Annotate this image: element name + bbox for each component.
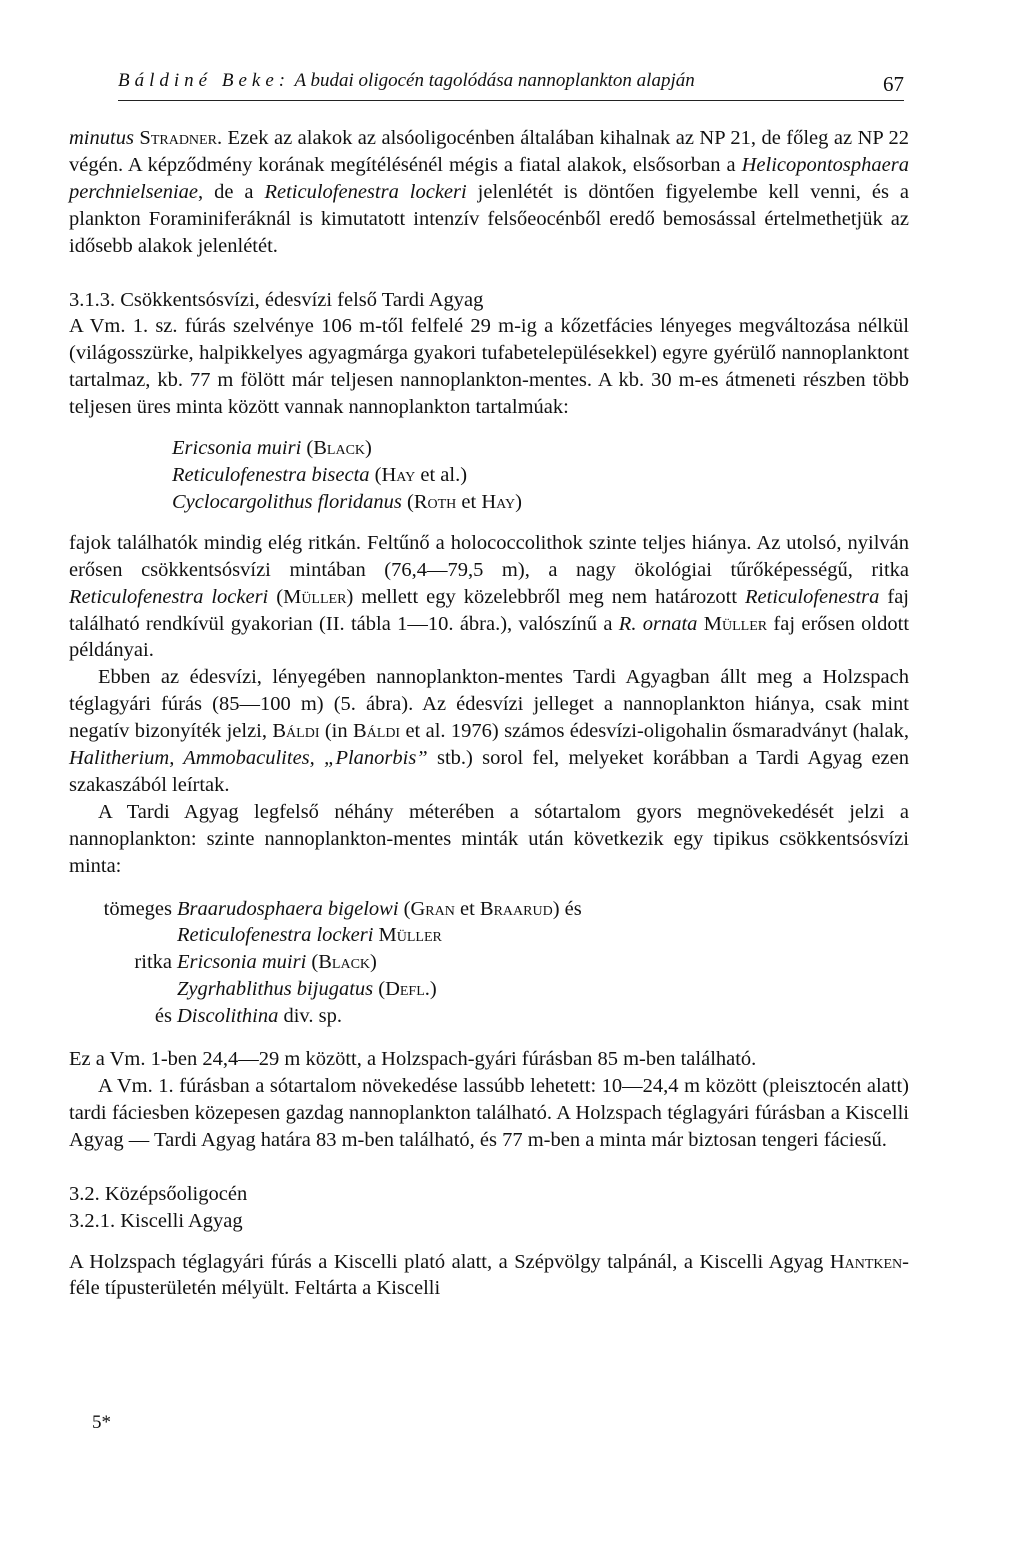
paragraph-5: Ez a Vm. 1-ben 24,4—29 m között, a Holzspach-gyári fúrásban 85 m-ben található. bbox=[69, 1048, 757, 1071]
author-name: Stradner bbox=[139, 127, 217, 149]
taxon-name: Discolithina bbox=[177, 1005, 279, 1028]
species-cell: Discolithina div. sp. bbox=[177, 1005, 342, 1028]
running-title bbox=[118, 70, 695, 92]
table-row bbox=[69, 922, 582, 949]
body-text bbox=[69, 125, 909, 1302]
taxon-name: Reticulofenestra lockeri bbox=[177, 924, 374, 947]
species-item: Cyclocargolithus floridanus (Roth et Hay) bbox=[172, 490, 522, 513]
table-row bbox=[69, 949, 582, 976]
species-cell: Zygrhablithus bijugatus (Defl.) bbox=[177, 978, 437, 1001]
species-cell: Braarudosphaera bigelowi (Gran et Braarud) és bbox=[177, 897, 582, 920]
table-row bbox=[69, 976, 582, 1003]
section-heading-3-2: 3.2. Középsőoligocén bbox=[69, 1182, 248, 1205]
paragraph-3: Ebben az édesvízi, lényegében nannoplankton-mentes Tardi Agyagban állt meg a Holzspach téglagyári fúrás (85—100 m) (5. ábra). Az édesvízi jelleget a nannoplankton hiánya, csak mint negatív bizonyíték jelzi, Báldi (in Báldi et al. 1976) számos édesvízi-oligohalin ősmaradványt (halak, Halitherium, Ammobaculites, „Planorbis” stb.) sorol fel, melyeket korábban a Tardi Agyag ezen szakaszából leírtak. bbox=[69, 666, 909, 796]
author-name: Müller bbox=[703, 612, 768, 635]
paragraph-3-1-3: A Vm. 1. sz. fúrás szelvénye 106 m-től felfelé 29 m-ig a kőzetfácies lényeges megváltozása nélkül (világosszürke, halpikkelyes agyagmárga gyakori tufabetelepülésekkel) egyre gyérülő nannoplanktont tartalmaz, kb. 77 m fölött már teljesen nannoplankton-mentes. A kb. 30 m-es átmeneti részben több teljesen üres minta között vannak nannoplankton tartalmúak: bbox=[69, 315, 909, 419]
taxon-name: minutus bbox=[69, 127, 134, 149]
table-row bbox=[69, 896, 582, 923]
species-cell bbox=[177, 922, 582, 949]
author-name: Defl. bbox=[385, 978, 430, 1001]
taxon-name: Helicopontosphaera perchnielseniae bbox=[69, 153, 909, 203]
abundance-label: ritka bbox=[134, 951, 172, 974]
species-cell: Ericsonia muiri (Black) bbox=[177, 951, 377, 974]
author-name: Gran bbox=[410, 897, 455, 920]
section-heading-3-2-1: 3.2.1. Kiscelli Agyag bbox=[69, 1209, 243, 1232]
section-heading-3-1-3: 3.1.3. Csökkentsósvízi, édesvízi felső Tardi Agyag bbox=[69, 288, 484, 311]
taxon-name: R. ornata bbox=[618, 612, 698, 635]
author-name: Hay bbox=[481, 490, 516, 513]
taxon-name: Ericsonia muiri bbox=[177, 951, 307, 974]
signature-mark: 5* bbox=[92, 1412, 111, 1433]
author-name: Black bbox=[318, 951, 371, 974]
running-author: Báldiné Beke: bbox=[118, 70, 291, 91]
taxon-name: Reticulofenestra lockeri bbox=[69, 585, 269, 608]
species-list-1 bbox=[172, 435, 909, 516]
text-run: jelenlétét is döntően figyelembe kell venni, és a plankton Foraminiferáknál is kimutatott intenzív felsőeocénből eredő bemosással értelmethetjük az idősebb alakok jelenlétét. bbox=[69, 180, 910, 257]
author-name: Müller bbox=[378, 924, 442, 947]
abundance-label: tömeges bbox=[103, 897, 172, 920]
table-row bbox=[69, 1003, 582, 1030]
abundance-label: és bbox=[154, 1005, 172, 1028]
taxon-name: Reticulofenestra bbox=[745, 585, 880, 608]
author-name: Braarud bbox=[479, 897, 553, 920]
text-run: , de a bbox=[198, 180, 265, 203]
species-item: Ericsonia muiri (Black) bbox=[172, 437, 372, 460]
taxon-name: Reticulofenestra lockeri bbox=[264, 180, 467, 203]
author-name: Müller bbox=[283, 585, 347, 608]
abundance-label bbox=[69, 976, 177, 1003]
species-item: Reticulofenestra bisecta (Hay et al.) bbox=[172, 463, 468, 486]
running-head bbox=[118, 70, 904, 101]
paragraph-4: A Tardi Agyag legfelső néhány méterében a sótartalom gyors megnövekedését jelzi a nannoplankton: szinte nannoplankton-mentes minták után következik egy tipikus csökkentsósvízi minta: bbox=[69, 800, 909, 877]
species-table-2 bbox=[69, 896, 582, 1031]
paragraph-1 bbox=[69, 125, 909, 260]
abundance-label bbox=[69, 922, 177, 949]
taxon-name: Zygrhablithus bijugatus bbox=[177, 978, 374, 1001]
taxon-name: Braarudosphaera bigelowi bbox=[177, 897, 399, 920]
page-number: 67 bbox=[883, 72, 904, 96]
author-name: Báldi bbox=[352, 720, 401, 743]
author-name: Báldi bbox=[272, 720, 320, 743]
author-name: Hay bbox=[381, 463, 416, 486]
author-name: Hantken bbox=[829, 1250, 903, 1273]
taxon-name: Reticulofenestra bisecta bbox=[172, 463, 370, 486]
paragraph-2: fajok találhatók mindig elég ritkán. Feltűnő a holococcolithok szinte teljes hiánya. Az utolsó, nyilván erősen csökkentsósvízi mintában (76,4—79,5 m), a nagy ökológiai tűrőképességű, ritka Reticulofenestra lockeri (Müller) mellett egy közelebbről meg nem határozott Reticulofenestra faj található rendkívül gyakorian (II. tábla 1—10. ábra.), valószínű a R. ornata Müller faj erősen oldott példányai. bbox=[69, 531, 910, 662]
text-run: . Ezek az alakok az alsóoligocénben általában kihalnak az NP 21, de főleg az NP 22 végén. A képződmény korának megítélésénél mégis a fiatal alakok, elsősorban a bbox=[69, 127, 909, 176]
author-name: Black bbox=[313, 437, 366, 460]
taxon-name: Cyclocargolithus floridanus bbox=[172, 490, 402, 513]
author-name: Roth bbox=[413, 490, 457, 513]
paragraph-6: A Vm. 1. fúrásban a sótartalom növekedése lassúbb lehetett: 10—24,4 m között (pleisztocén alatt) tardi fáciesben közepesen gazdag nannoplankton található. A Holzspach téglagyári fúrásban a Kiscelli Agyag — Tardi Agyag határa 83 m-ben található, és 77 m-ben a minta már biztosan tengeri fáciesű. bbox=[69, 1075, 909, 1151]
running-title-text: A budai oligocén tagolódása nannoplankton alapján bbox=[294, 70, 695, 91]
taxon-name: Halitherium, Ammobaculites, „Planorbis” bbox=[69, 747, 428, 770]
paragraph-3-2-1: A Holzspach téglagyári fúrás a Kiscelli plató alatt, a Szépvölgy talpánál, a Kiscelli Agyag Hantken-féle típusterületén mélyült. Feltárta a Kiscelli bbox=[69, 1250, 909, 1300]
taxon-name: Ericsonia muiri bbox=[172, 437, 302, 460]
